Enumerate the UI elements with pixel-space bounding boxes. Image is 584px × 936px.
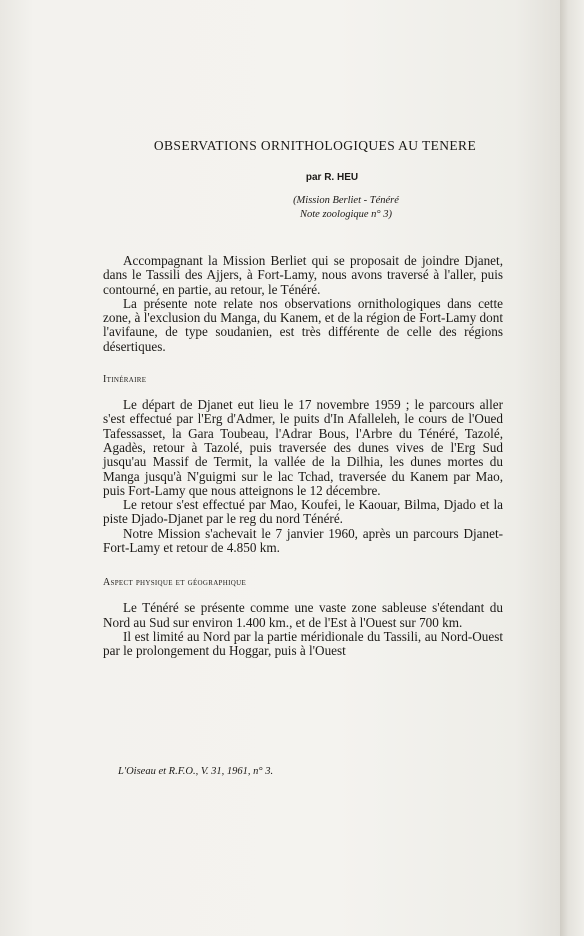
journal-footer: L'Oiseau et R.F.O., V. 31, 1961, n° 3. [118, 766, 274, 777]
page-edge [560, 0, 584, 936]
itinerary-paragraph: Le départ de Djanet eut lieu le 17 novembre 1959 ; le parcours aller s'est effectué par l'Erg d'Admer, le puits d'In Afalleleh, le cours de l'Oued Tafessasset, la Gara Toubeau, l'Adrar Bous, l'Arbre du Ténéré, Tazolé, Agadès, retour à Tazolé, puis traversée des dunes vives de l'Erg Sud jusqu'au Massif de Termit, la vallée de la Dilhia, les dunes mortes du Manga jusqu'à N'guigmi sur le lac Tchad, traversée du Kanem par Mao, puis Fort-Lamy que nous atteignons le 12 décembre. [103, 397, 503, 498]
article-author: par R. HEU [305, 172, 359, 183]
intro-paragraph: Accompagnant la Mission Berliet qui se proposait de joindre Djanet, dans le Tassili des Ajjers, à Fort-Lamy, nous avons traversé à l'aller, puis contourné, en partie, au retour, le Ténéré. [103, 253, 503, 297]
article-title: OBSERVATIONS ORNITHOLOGIQUES AU TENERE [153, 138, 477, 153]
section-heading-itinerary: Itinéraire [103, 374, 147, 386]
itinerary-paragraph: Le retour s'est effectué par Mao, Koufei, le Kaouar, Bilma, Djado et la piste Djado-Djanet par le reg du nord Ténéré. [103, 497, 503, 527]
section-heading-aspect: Aspect physique et géographique [103, 577, 247, 589]
itinerary-paragraph: Notre Mission s'achevait le 7 janvier 1960, après un parcours Djanet-Fort-Lamy et retour de 4.850 km. [103, 525, 503, 556]
aspect-paragraph: Il est limité au Nord par la partie méridionale du Tassili, au Nord-Ouest par le prolongement du Hoggar, puis à l'Ouest [103, 628, 503, 659]
article-body [103, 138, 503, 659]
mission-line-2: Note zoologique n° 3) [300, 209, 392, 220]
mission-line-1: (Mission Berliet - Ténéré [293, 195, 399, 206]
aspect-paragraph: Le Ténéré se présente comme une vaste zone sableuse s'étendant du Nord au Sud sur environ 1.400 km., et de l'Est à l'Ouest sur 700 km. [103, 600, 503, 630]
mission-note [189, 194, 503, 222]
intro-paragraph: La présente note relate nos observations ornithologiques dans cette zone, à l'exclusion du Manga, du Kanem, et de la région de Fort-Lamy dont l'avifaune, de type soudanien, est très différente de celle des régions désertiques. [103, 295, 503, 354]
